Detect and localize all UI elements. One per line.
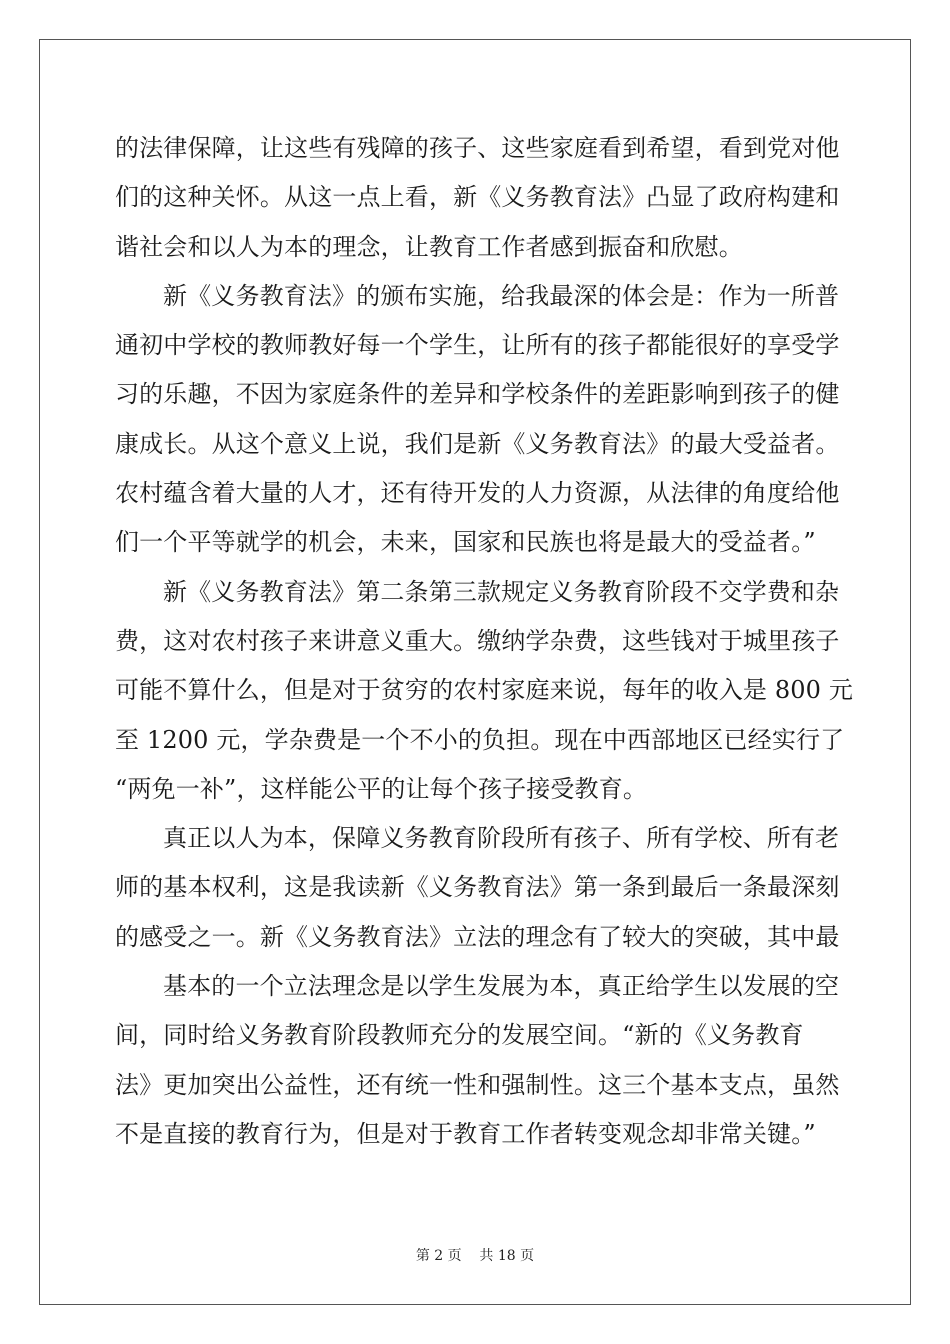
text-line: 法》更加突出公益性，还有统一性和强制性。这三个基本支点，虽然	[115, 1070, 840, 1099]
text-line: 康成长。从这个意义上说，我们是新《义务教育法》的最大受益者。	[115, 429, 840, 458]
text-line: 谐社会和以人为本的理念，让教育工作者感到振奋和欣慰。	[115, 232, 743, 261]
text-line: 新《义务教育法》第二条第三款规定义务教育阶段不交学费和杂	[163, 577, 840, 606]
text-line: 通初中学校的教师教好每一个学生，让所有的孩子都能很好的享受学	[115, 331, 840, 360]
text-line: 可能不算什么，但是对于贫穷的农村家庭来说，每年的收入是 800 元	[115, 676, 854, 705]
text-line: 费，这对农村孩子来讲意义重大。缴纳学杂费，这些钱对于城里孩子	[115, 626, 840, 655]
text-line: 师的基本权利，这是我读新《义务教育法》第一条到最后一条最深刻	[115, 873, 840, 902]
text-line: 们一个平等就学的机会，未来，国家和民族也将是最大的受益者。”	[115, 528, 816, 557]
text-line: “两免一补”，这样能公平的让每个孩子接受教育。	[115, 774, 647, 803]
text-line: 农村蕴含着大量的人才，还有待开发的人力资源，从法律的角度给他	[115, 479, 840, 508]
document-body	[115, 124, 854, 1159]
text-line: 的感受之一。新《义务教育法》立法的理念有了较大的突破，其中最	[115, 922, 840, 951]
text-line: 新《义务教育法》的颁布实施，给我最深的体会是：作为一所普	[163, 281, 840, 310]
text-line: 不是直接的教育行为，但是对于教育工作者转变观念却非常关键。”	[115, 1119, 816, 1148]
text-line: 真正以人为本，保障义务教育阶段所有孩子、所有学校、所有老	[163, 824, 840, 853]
text-line: 的法律保障，让这些有残障的孩子、这些家庭看到希望，看到党对他	[115, 134, 840, 162]
page-number-footer: 第 2 页 共 18 页	[415, 1248, 535, 1264]
text-line: 习的乐趣，不因为家庭条件的差异和学校条件的差距影响到孩子的健	[115, 380, 840, 409]
text-line: 们的这种关怀。从这一点上看，新《义务教育法》凸显了政府构建和	[115, 183, 840, 212]
text-line: 基本的一个立法理念是以学生发展为本，真正给学生以发展的空	[163, 972, 840, 1001]
text-line: 至 1200 元，学杂费是一个不小的负担。现在中西部地区已经实行了	[115, 725, 845, 754]
text-line: 间，同时给义务教育阶段教师充分的发展空间。“新的《义务教育	[115, 1021, 804, 1050]
